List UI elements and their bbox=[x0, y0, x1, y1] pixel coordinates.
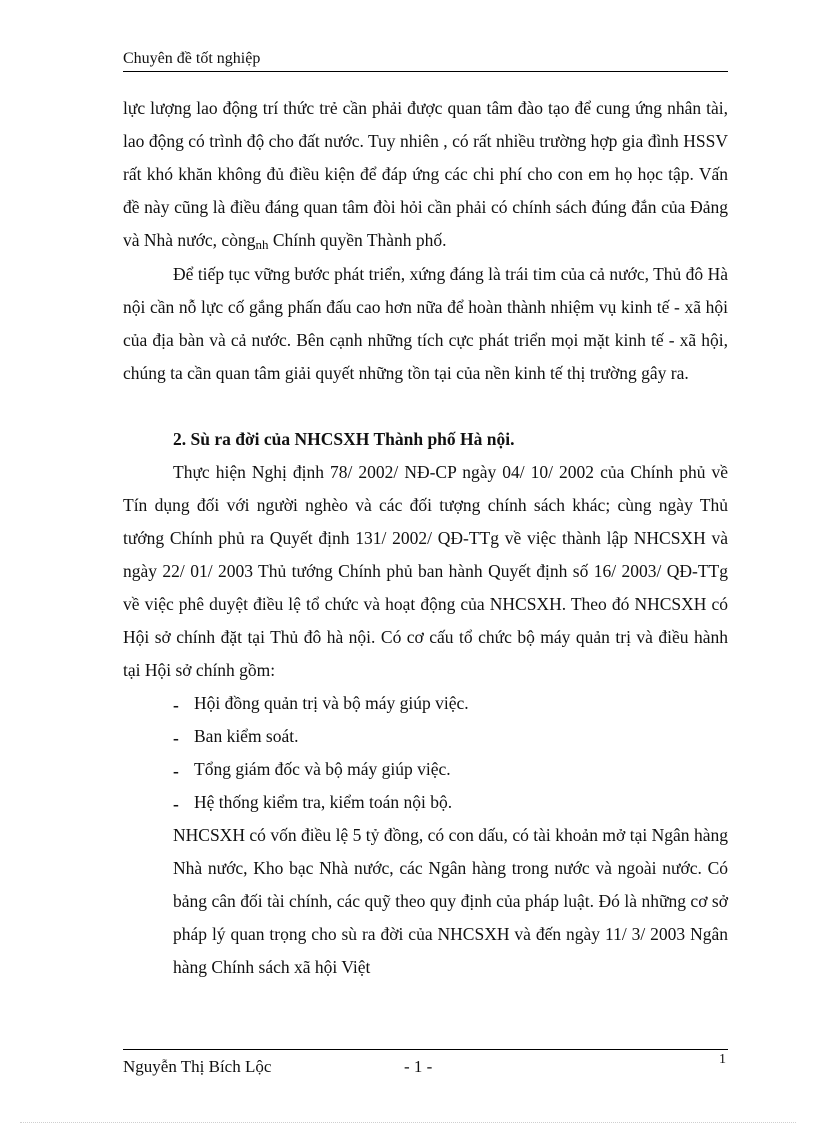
list-item-text: Ban kiểm soát. bbox=[194, 726, 299, 746]
page-header-title: Chuyên đề tốt nghiệp bbox=[123, 50, 261, 67]
bullet-marker: - bbox=[173, 761, 179, 781]
paragraph-1-tail: Chính quyền Thành phố. bbox=[268, 230, 447, 250]
footer-page-label: - 1 - bbox=[404, 1057, 433, 1076]
list-item-text: Hệ thống kiểm tra, kiểm toán nội bộ. bbox=[194, 792, 453, 812]
paragraph-4: NHCSXH có vốn điều lệ 5 tỷ đồng, có con dấu, có tài khoản mở tại Ngân hàng Nhà nước, Kho bạc Nhà nước, các Ngân hàng trong nước và ngoài nước. Có bảng cân đối tài chính, các quỹ theo quy định của pháp luật. Đó là những cơ sở pháp lý quan trọng cho sù ra đời của NHCSXH và đến ngày 11/ 3/ 2003 Ngân hàng Chính sách xã hội Việt bbox=[173, 825, 728, 977]
footer-author: Nguyễn Thị Bích Lộc bbox=[123, 1057, 272, 1076]
list-item bbox=[173, 720, 728, 753]
bullet-list bbox=[123, 687, 728, 819]
list-item-text: Tổng giám đốc và bộ máy giúp việc. bbox=[194, 759, 451, 779]
list-item bbox=[173, 687, 728, 720]
header-rule bbox=[123, 71, 728, 72]
bullet-marker: - bbox=[173, 695, 179, 715]
paragraph-2: Để tiếp tục vững bước phát triển, xứng đáng là trái tim của cả nước, Thủ đô Hà nội cần nỗ lực cố gắng phấn đấu cao hơn nữa để hoàn thành nhiệm vụ kinh tế - xã hội của địa bàn và cả nước. Bên cạnh những tích cực phát triển mọi mặt kinh tế - xã hội, chúng ta cần quan tâm giải quyết những tồn tại của nền kinh tế thị trường gây ra. bbox=[123, 264, 728, 383]
bullet-marker: - bbox=[173, 794, 179, 814]
paragraph-1-text: lực lượng lao động trí thức trẻ cần phải được quan tâm đào tạo để cung ứng nhân tài, lao động có trình độ cho đất nước. Tuy nhiên , có rất nhiều trường hợp gia đình HSSV rất khó khăn không đủ điều kiện để đáp ứng các chi phí cho con em họ học tập. Vấn đề này cũng là điều đáng quan tâm đòi hỏi cần phải có chính sách đúng đắn của Đảng và Nhà nước, còng bbox=[123, 98, 728, 250]
section-heading: 2. Sù ra đời của NHCSXH Thành phố Hà nội. bbox=[173, 429, 515, 449]
bullet-marker: - bbox=[173, 728, 179, 748]
paragraph-1 bbox=[123, 92, 728, 258]
list-item-text: Hội đồng quản trị và bộ máy giúp việc. bbox=[194, 693, 469, 713]
paragraph-1-subscript: nh bbox=[255, 237, 269, 252]
list-item bbox=[173, 753, 728, 786]
footer-page-number: 1 bbox=[719, 1052, 726, 1067]
document-body bbox=[123, 92, 728, 984]
footer-rule bbox=[123, 1049, 728, 1050]
list-item bbox=[173, 786, 728, 819]
paragraph-3: Thực hiện Nghị định 78/ 2002/ NĐ-CP ngày 04/ 10/ 2002 của Chính phủ về Tín dụng đối với người nghèo và các đối tượng chính sách khác; cùng ngày Thủ tướng Chính phủ ra Quyết định 131/ 2002/ QĐ-TTg về việc thành lập NHCSXH và ngày 22/ 01/ 2003 Thủ tướng Chính phủ ban hành Quyết định số 16/ 2003/ QĐ-TTg về việc phê duyệt điều lệ tổ chức và hoạt động của NHCSXH. Theo đó NHCSXH có Hội sở chính đặt tại Thủ đô hà nội. Có cơ cấu tổ chức bộ máy quản trị và điều hành tại Hội sở chính gồm: bbox=[123, 462, 728, 680]
